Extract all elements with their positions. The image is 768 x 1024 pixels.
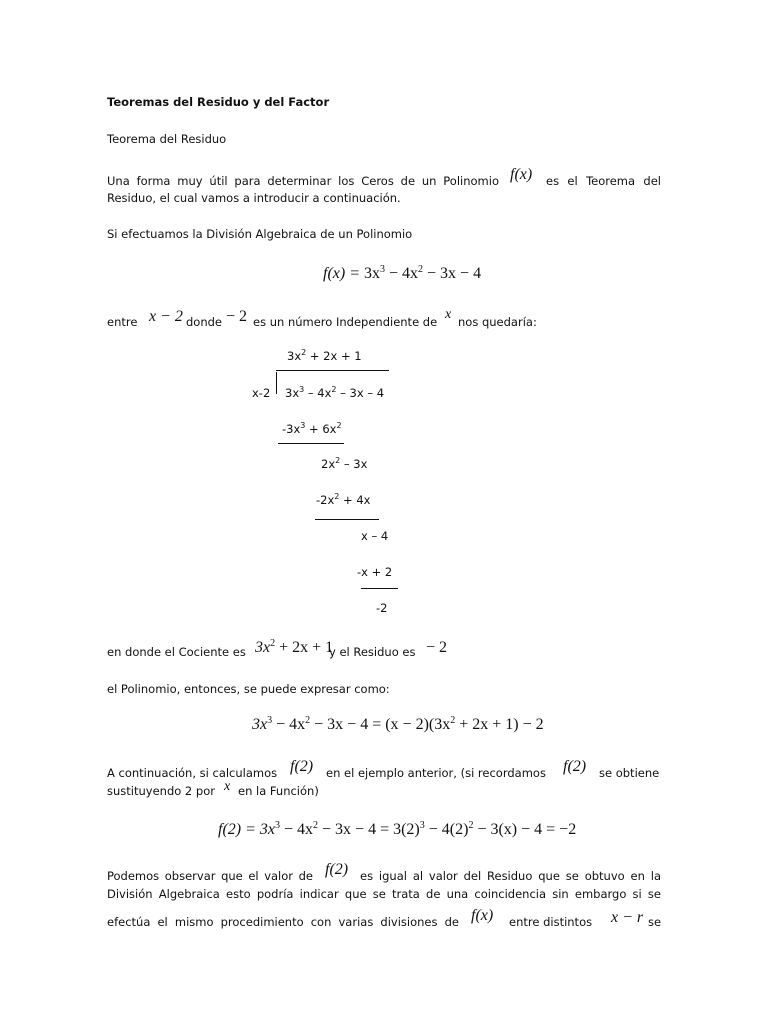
p6-text-b: en el ejemplo anterior, (si recordamos bbox=[326, 766, 546, 780]
math-f2-c: f(2) bbox=[325, 861, 349, 878]
paragraph-2: Si efectuamos la División Algebraica de un Polinomio bbox=[107, 227, 413, 241]
p7-text-c: División Algebraica esto podría indicar que se trata de una coincidencia sin embargo si se bbox=[107, 887, 661, 901]
math-fx-2: f(x) bbox=[471, 907, 494, 924]
p3-text-d: nos quedaría: bbox=[458, 315, 537, 329]
division-dividend: $3x^3 - 4x^2 - 3x - 4$ bbox=[285, 385, 385, 400]
equation-2: $3x^3 - 4x^2 - 3x - 4 = (x - 2)(3x^2 + 2x + 1) - 2$ bbox=[252, 715, 544, 733]
p3-text-c: es un número Independiente de bbox=[253, 315, 438, 329]
equation-1: $f(x) = 3x^3 - 4x^2 - 3x - 4$ bbox=[323, 264, 482, 282]
math-f2-b: f(2) bbox=[563, 758, 587, 775]
division-subtract-1: $-3x^3 + 6x^2$ bbox=[282, 421, 342, 436]
division-line-1 bbox=[278, 443, 344, 444]
division-quotient: $3x^2 + 2x + 1$ bbox=[287, 348, 362, 363]
division-divisor: x-2 bbox=[252, 386, 271, 400]
equation-3: $f(2) = 3x^3 - 4x^2 - 3x - 4 = 3(2)^3 - 4(2)^2 - 3(x) - 4 = -2$ bbox=[218, 820, 577, 838]
math-x-minus-2: x − 2 bbox=[149, 308, 183, 325]
p7-text-d: efectúa el mismo procedimiento con varias divisiones de bbox=[107, 915, 459, 929]
division-remainder-2: x – 4 bbox=[361, 529, 389, 543]
p6-text-e: en la Función) bbox=[238, 784, 319, 798]
p6-text-d: sustituyendo 2 por bbox=[107, 784, 215, 798]
division-remainder-1: $2x^2 - 3x$ bbox=[321, 456, 368, 471]
p3-text-a: entre bbox=[107, 315, 138, 329]
p7-text-e: entre distintos bbox=[509, 915, 593, 929]
document-title: Teoremas del Residuo y del Factor bbox=[107, 95, 330, 109]
p4-text-b: y el Residuo es bbox=[329, 645, 416, 659]
math-x-2: x bbox=[224, 779, 231, 794]
p3-text-b: donde bbox=[186, 315, 222, 329]
p6-text-c: se obtiene bbox=[599, 766, 660, 780]
math-fx: f(x) bbox=[510, 166, 533, 183]
p7-text-f: se bbox=[648, 915, 662, 929]
math-f2-a: f(2) bbox=[290, 758, 314, 775]
division-remainder-final: -2 bbox=[376, 601, 388, 615]
division-subtract-2: $-2x^2 + 4x$ bbox=[316, 492, 371, 507]
division-bar bbox=[276, 370, 389, 371]
p1-text-b: es el Teorema del bbox=[546, 174, 661, 188]
math-x-minus-r: x − r bbox=[611, 909, 644, 926]
math-residue: − 2 bbox=[426, 639, 448, 656]
p1-text-a: Una forma muy útil para determinar los Ceros de un Polinomio bbox=[107, 174, 499, 188]
paragraph-5: el Polinomio, entonces, se puede expresar como: bbox=[107, 682, 390, 696]
division-subtract-3: -x + 2 bbox=[357, 565, 393, 579]
p4-text-a: en donde el Cociente es bbox=[107, 645, 246, 659]
math-minus-2: − 2 bbox=[226, 308, 248, 325]
division-line-3 bbox=[361, 588, 398, 589]
division-bracket bbox=[276, 372, 277, 394]
division-line-2 bbox=[315, 519, 379, 520]
p6-text-a: A continuación, si calculamos bbox=[107, 766, 278, 780]
p7-text-a: Podemos observar que el valor de bbox=[107, 869, 313, 883]
p1-text-c: Residuo, el cual vamos a introducir a continuación. bbox=[107, 191, 401, 205]
math-x: x bbox=[445, 307, 452, 322]
math-quotient: $3x^2 + 2x + 1$ bbox=[255, 638, 334, 656]
p7-text-b: es igual al valor del Residuo que se obtuvo en la bbox=[360, 869, 661, 883]
section-heading: Teorema del Residuo bbox=[107, 132, 227, 146]
